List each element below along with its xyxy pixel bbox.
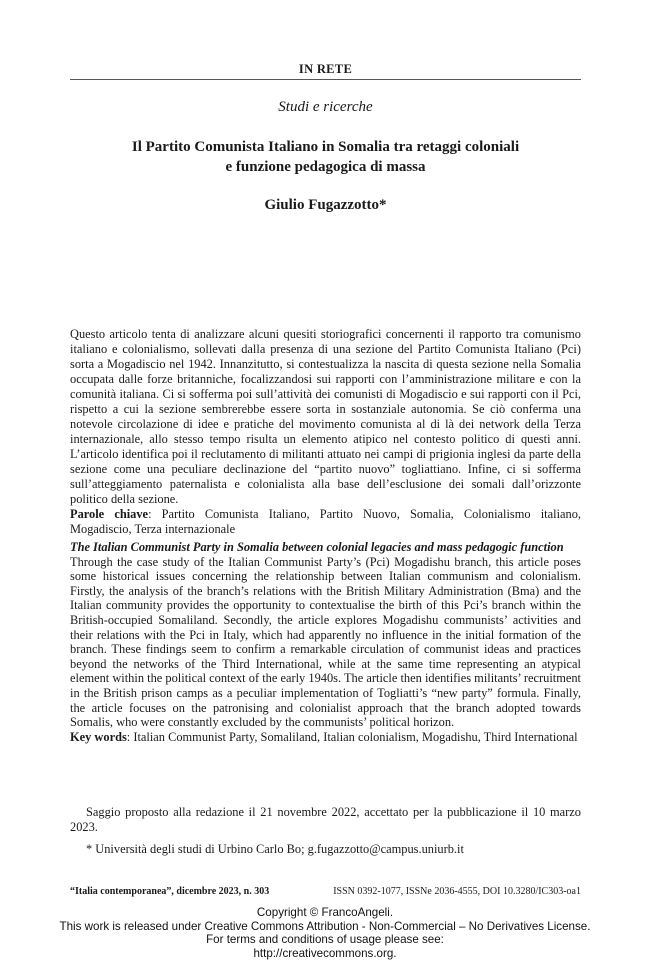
license-terms: For terms and conditions of usage please see:	[206, 933, 444, 946]
keywords-english	[70, 730, 581, 745]
abstract-english	[70, 540, 581, 744]
license-url[interactable]: http://creativecommons.org.	[253, 946, 397, 960]
license-notice	[0, 906, 650, 960]
abstract-italian	[70, 327, 581, 537]
author-affiliation: * Università degli studi di Urbino Carlo Bo; g.fugazzotto@campus.uniurb.it	[86, 842, 464, 856]
issn-doi: ISSN 0392-1077, ISSNe 2036-4555, DOI 10.3280/IC303-oa1	[333, 886, 581, 897]
keywords-italian-list: : Partito Comunista Italiano, Partito Nuovo, Somalia, Colonialismo italiano, Mogadiscio, Terza internazionale	[70, 507, 581, 536]
keywords-english-list: : Italian Communist Party, Somaliland, Italian colonialism, Mogadishu, Third International	[126, 729, 578, 744]
title-line-1: Il Partito Comunista Italiano in Somalia tra retaggi coloniali	[131, 139, 520, 155]
article-title	[95, 137, 556, 177]
title-line-2: e funzione pedagogica di massa	[225, 159, 426, 175]
keywords-english-label: Key words	[70, 729, 127, 744]
license-statement: This work is released under Creative Commons Attribution - Non-Commercial – No Derivatives License.	[59, 919, 591, 933]
keywords-italian-label: Parole chiave	[70, 507, 149, 521]
keywords-italian	[70, 507, 581, 537]
submission-dates: Saggio proposto alla redazione il 21 novembre 2022, accettato per la pubblicazione il 10 marzo 2023.	[70, 805, 581, 834]
header-rule	[70, 79, 581, 80]
abstract-english-text: Through the case study of the Italian Communist Party’s (Pci) Mogadishu branch, this article poses some historical issues concerning the relationship between Italian communism and colonialism. Firstly, the analysis of the branch’s relations with the British Military Administration (Bma) and the Italian community provides the opportunity to contextualise the birth of this Pci’s branch within the British-occupied Somaliland. Secondly, the article explores Mogadishu communists’ activities and their relations with the Pci in Italy, which had apparently no influence in the initial formation of the branch. These findings seem to confirm a remarkable circulation of communist ideas and practices beyond the networks of the Third International, while at the same time representing an atypical element within the political context of the early 1940s. The article then identifies militants’ recruitment in the British prison camps as a peculiar implementation of Togliatti’s “new party” formula. Finally, the article focuses on the patronising and colonialist approach that the branch adopted towards Somalis, who were constantly excluded by the communists’ political horizon.	[70, 554, 581, 730]
abstract-italian-text: Questo articolo tenta di analizzare alcuni quesiti storiografici concernenti il rapporto tra comunismo italiano e colonialismo, sollevati dalla presenza di una sezione del Partito Comunista Italiano (Pci) sorta a Mogadiscio nel 1942. Innanzitutto, si contestualizza la nascita di questa sezione nella Somalia occupata dalle forze britanniche, focalizzandosi sui rapporti con l’amministrazione militare e con la comunità italiana. Ci si sofferma poi sull’attività dei comunisti di Mogadiscio e sui rapporti con il Pci, rispetto a cui la sezione sembrerebbe essere sorta in sostanziale autonomia. Se ciò conferma una notevole circolazione di idee e pratiche del movimento comunista al di là dei network della Terza internazionale, allo stesso tempo risulta un elemento atipico nel contesto politico di questi anni. L’articolo identifica poi il reclutamento di militanti attuato nei campi di prigionia inglesi da parte della sezione come una peculiare declinazione del “partito nuovo” togliattiano. Infine, ci si sofferma sull’atteggiamento paternalista e colonialista alla base dell’esclusione dei somali dall’orizzonte politico della sezione.	[70, 327, 581, 506]
running-head: IN RETE	[298, 62, 353, 76]
journal-citation: “Italia contemporanea”, dicembre 2023, n. 303	[70, 886, 270, 897]
license-copyright: Copyright © FrancoAngeli.	[256, 906, 394, 919]
english-title: The Italian Communist Party in Somalia between colonial legacies and mass pedagogic function	[70, 540, 564, 554]
author-name: Giulio Fugazzotto*	[264, 197, 387, 213]
section-label: Studi e ricerche	[278, 99, 373, 115]
